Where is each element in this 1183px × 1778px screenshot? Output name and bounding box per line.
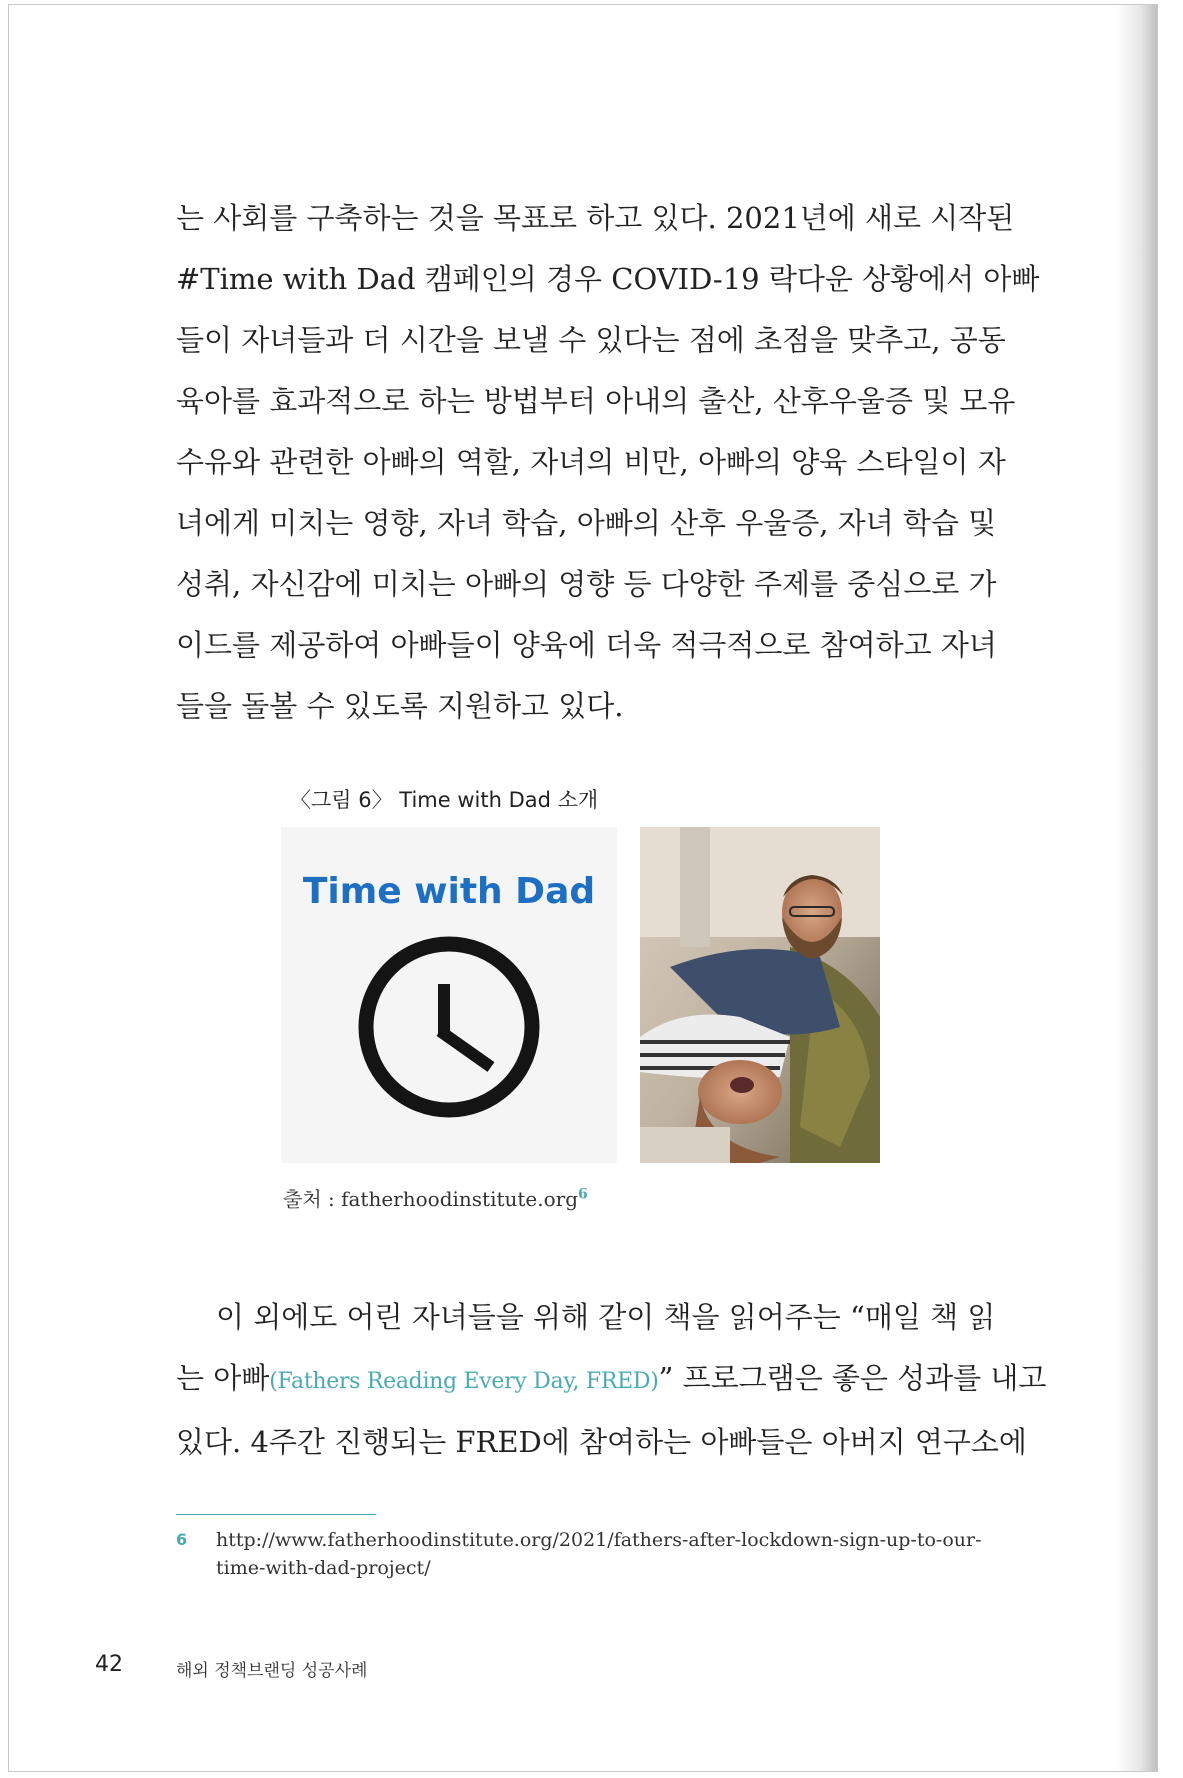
- paragraph-2-line: 있다. 4주간 진행되는 FRED에 참여하는 아빠들은 아버지 연구소에: [176, 1425, 1027, 1459]
- paragraph-1-line: 는 사회를 구축하는 것을 목표로 하고 있다. 2021년에 새로 시작된: [176, 201, 1015, 235]
- footnote-reference[interactable]: 6: [578, 1186, 588, 1203]
- paragraph-1-line: 수유와 관련한 아빠의 역할, 자녀의 비만, 아빠의 양육 스타일이 자: [176, 445, 1006, 479]
- figure-caption: 〈그림 6〉 Time with Dad 소개: [290, 788, 599, 812]
- paragraph-1-line: #Time with Dad 캠페인의 경우 COVID-19 락다운 상황에서 아빠: [176, 262, 1040, 296]
- figure-source-label: 출처 : fatherhoodinstitute.org: [283, 1187, 579, 1211]
- paragraph-2-text: ” 프로그램은 좋은 성과를 내고: [658, 1361, 1047, 1395]
- footnote-link[interactable]: http://www.fatherhoodinstitute.org/2021/fathers-after-lockdown-sign-up-to-our-time-with-dad-project/: [216, 1529, 982, 1579]
- paragraph-1-line: 들을 돌볼 수 있도록 지원하고 있다.: [176, 689, 624, 723]
- page-number: 42: [95, 1652, 123, 1677]
- time-with-dad-logo: [281, 827, 617, 1163]
- logo-title: Time with Dad: [302, 871, 596, 912]
- paragraph-1: [176, 188, 1040, 737]
- running-title: 해외 정책브랜딩 성공사례: [176, 1661, 368, 1681]
- footnote-number: 6: [176, 1530, 188, 1549]
- paragraph-2-line: [176, 1348, 1047, 1412]
- footnote-divider: [176, 1514, 376, 1515]
- paragraph-1-line: 들이 자녀들과 더 시간을 보낼 수 있다는 점에 초점을 맞추고, 공동: [176, 323, 1006, 357]
- figure-source: [283, 1183, 588, 1212]
- paragraph-1-line: 이드를 제공하여 아빠들이 양육에 더욱 적극적으로 참여하고 자녀: [176, 628, 997, 662]
- paragraph-2-line: 이 외에도 어린 자녀들을 위해 같이 책을 읽어주는 “매일 책 읽: [216, 1300, 996, 1334]
- clock-icon: [356, 934, 542, 1120]
- photo-illustration: [640, 827, 880, 1163]
- english-program-name: (Fathers Reading Every Day, FRED): [269, 1369, 659, 1394]
- paragraph-1-line: 성취, 자신감에 미치는 아빠의 영향 등 다양한 주제를 중심으로 가: [176, 567, 997, 601]
- father-child-photo: [640, 827, 880, 1163]
- paragraph-1-line: 육아를 효과적으로 하는 방법부터 아내의 출산, 산후우울증 및 모유: [176, 384, 1016, 418]
- paragraph-2: [176, 1287, 1047, 1473]
- footnote: [176, 1526, 986, 1582]
- page-edge-shadow: [1117, 5, 1157, 1771]
- paragraph-1-line: 녀에게 미치는 영향, 자녀 학습, 아빠의 산후 우울증, 자녀 학습 및: [176, 506, 997, 540]
- paragraph-2-text: 는 아빠: [176, 1361, 270, 1395]
